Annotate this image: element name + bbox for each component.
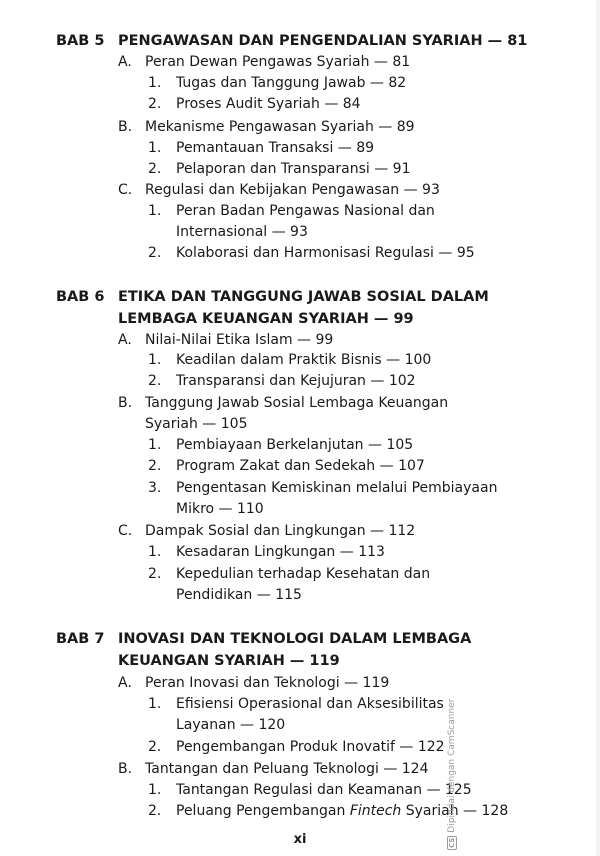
chapter-title: KEUANGAN SYARIAH — 119 [118,653,340,669]
chapter-title: INOVASI DAN TEKNOLOGI DALAM LEMBAGA [118,631,472,647]
chapter-number: BAB 6 [56,289,105,305]
camscanner-logo-icon: CS [447,837,456,848]
scanner-watermark: CSDipindai dengan CamScanner [446,698,457,848]
chapter-title: PENGAWASAN DAN PENGENDALIAN SYARIAH — 81 [118,33,528,49]
toc-section-continuation: Syariah — 105 [145,416,248,432]
page-edge-shadow [596,0,600,856]
toc-item-continuation: Mikro — 110 [176,501,264,517]
toc-item-continuation: Pendidikan — 115 [176,587,302,603]
toc-item-continuation: Internasional — 93 [176,224,308,240]
chapter-number: BAB 5 [56,33,105,49]
chapter-title: LEMBAGA KEUANGAN SYARIAH — 99 [118,311,414,327]
chapter-title: ETIKA DAN TANGGUNG JAWAB SOSIAL DALAM [118,289,489,305]
toc-item-continuation: Layanan — 120 [176,717,286,733]
page-number: xi [293,832,307,847]
chapter-number: BAB 7 [56,631,105,647]
